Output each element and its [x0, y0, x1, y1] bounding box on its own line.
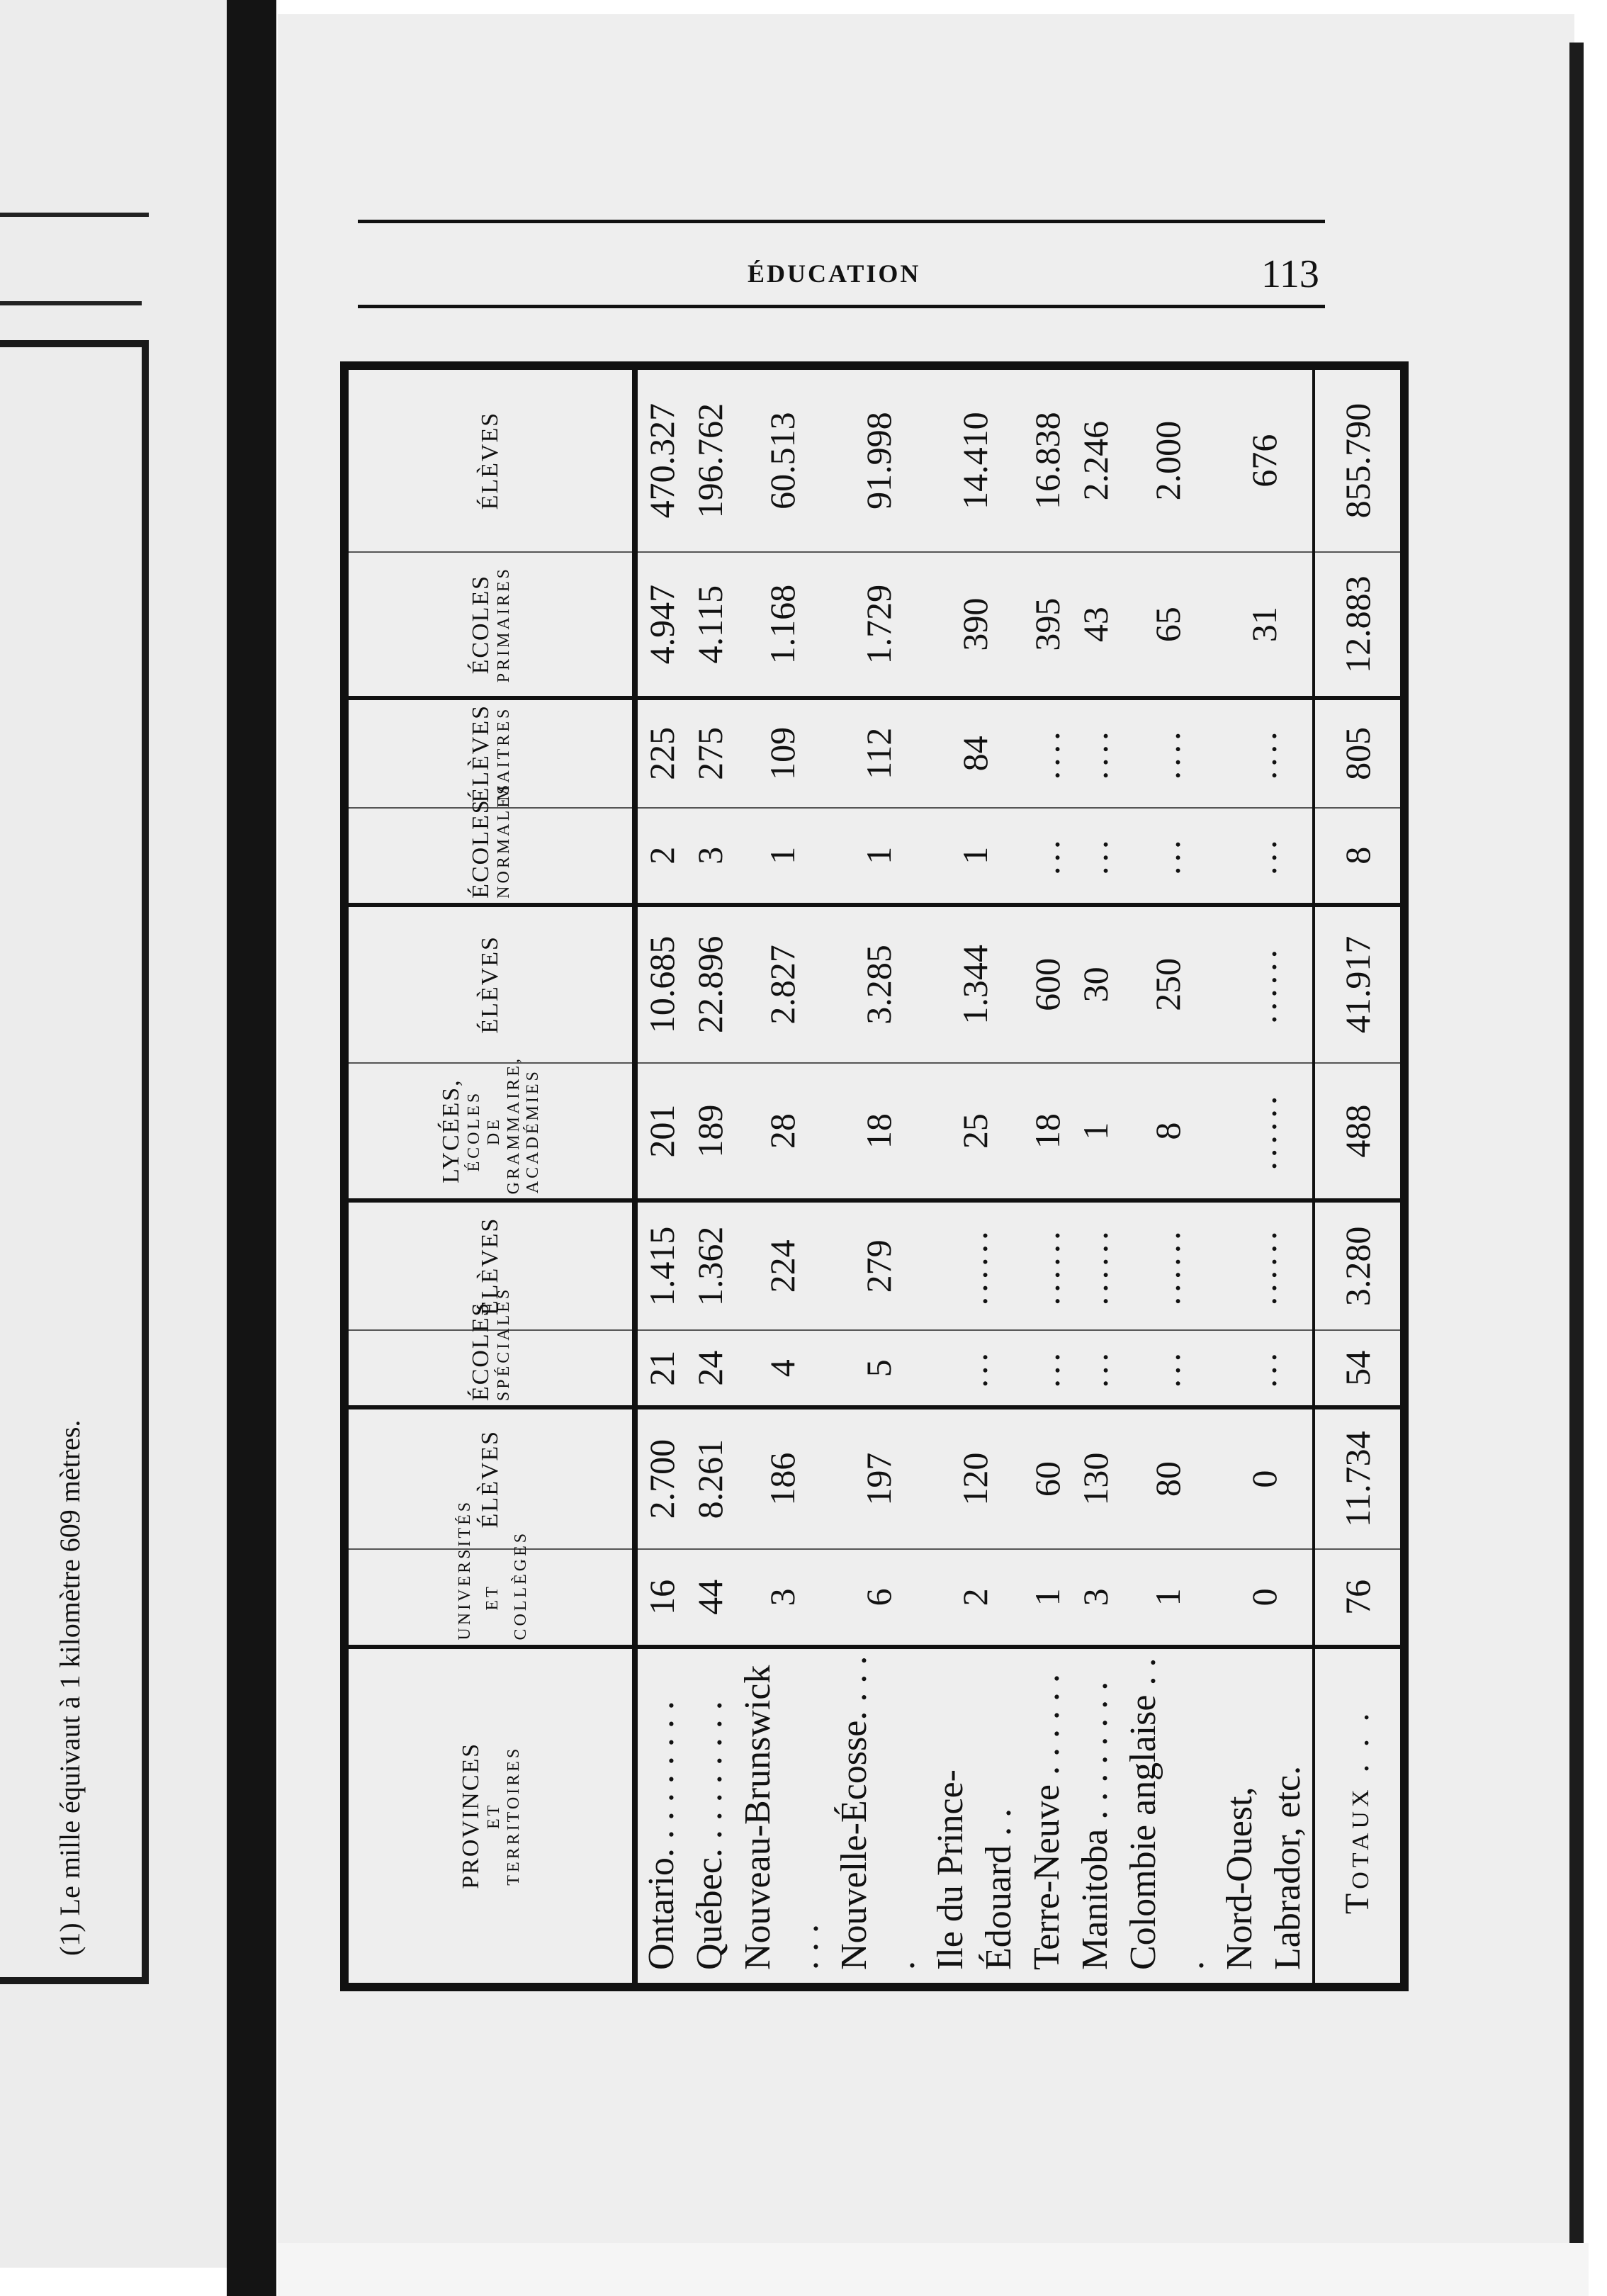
cell-c9: 31 [1216, 552, 1314, 698]
cell-c4: ...... [1120, 1200, 1216, 1330]
cell-c3: ... [927, 1330, 1023, 1407]
header-eleves-speciales [344, 1200, 635, 1330]
cell-c8: 805 [1314, 698, 1404, 807]
cell-c3: 4 [734, 1330, 830, 1407]
header-maitres-label: MAITRES [494, 706, 513, 801]
cell-c7: 1 [830, 808, 927, 905]
cell-c6: 1.344 [927, 905, 1023, 1063]
totals-row [1314, 366, 1404, 1987]
province-name: Québec. . . . . . . . . [686, 1647, 734, 1987]
table-row [734, 366, 830, 1987]
totals-label: Totaux . . . [1314, 1647, 1404, 1987]
cell-c5: 18 [830, 1063, 927, 1200]
cell-c7: ... [1120, 808, 1216, 905]
cell-c1: 6 [830, 1549, 927, 1646]
header-eleves-label: ÉLÈVES [467, 704, 494, 803]
cell-c5: 189 [686, 1063, 734, 1200]
header-ecoles-speciales [344, 1286, 635, 1407]
cell-c5: ...... [1216, 1063, 1314, 1200]
header-lycees-line1: LYCÉES, [438, 1079, 465, 1183]
header-ecoles-primaires [344, 552, 635, 698]
cell-c8: .... [1120, 698, 1216, 807]
cell-c10: 91.998 [859, 412, 898, 510]
header-provinces-line2: ET [484, 1802, 503, 1829]
cell-c2: 11.734 [1314, 1407, 1404, 1549]
table-row [1216, 366, 1314, 1987]
province-name: Nord-Ouest, Labrador, etc. [1216, 1647, 1314, 1987]
header-eleves-label: ÉLÈVES [477, 1429, 504, 1529]
cell-c9: 4.947 [635, 552, 686, 698]
header-provinces-line1: PROVINCES [457, 1742, 484, 1889]
cell-c1: 16 [635, 1549, 686, 1646]
cell-c5: 1 [1071, 1063, 1120, 1200]
cell-c6: 600 [1023, 905, 1071, 1063]
header-eleves-label: ÉLÈVES [477, 935, 504, 1034]
cell-c4: 224 [734, 1200, 830, 1330]
cell-c8: .... [1216, 698, 1314, 807]
cell-c6: 22.896 [686, 905, 734, 1063]
cell-c8: 225 [635, 698, 686, 807]
province-name: Colombie anglaise . . . [1120, 1647, 1216, 1987]
cell-c10: 855.790 [1314, 366, 1404, 552]
cell-c7: ... [1023, 808, 1071, 905]
cell-c4: ...... [1071, 1200, 1120, 1330]
cell-c9: 12.883 [1314, 552, 1404, 698]
cell-c8: 275 [686, 698, 734, 807]
cell-c4: 1.362 [686, 1200, 734, 1330]
table-row [686, 366, 734, 1987]
province-name: Terre-Neuve . . . . . . [1023, 1647, 1071, 1987]
province-name: Nouvelle-Écosse. . . . . [830, 1647, 927, 1987]
cell-c10: 676 [1244, 434, 1284, 488]
province-name: Nouveau-Brunswick . . . [734, 1647, 830, 1987]
page-edge [1569, 43, 1584, 2253]
header-ecoles-label: ÉCOLES [467, 574, 494, 675]
cell-c9: 4.115 [686, 552, 734, 698]
cell-c1: 0 [1216, 1549, 1314, 1646]
cell-c1: 3 [1071, 1549, 1120, 1646]
header-eleves-maitres [344, 698, 635, 807]
cell-c6: 30 [1071, 905, 1120, 1063]
cell-c9: 65 [1120, 552, 1216, 698]
cell-c6: 2.827 [734, 905, 830, 1063]
header-universites [344, 1499, 635, 1646]
cell-c7: ... [1071, 808, 1120, 905]
header-rule-bottom [358, 305, 1325, 308]
cell-c8: 84 [927, 698, 1023, 807]
header-speciales-label: SPÉCIALES [494, 1286, 513, 1402]
header-lycees-line2: ÉCOLES [465, 1090, 484, 1172]
cell-c7: 1 [734, 808, 830, 905]
table-body [635, 366, 1404, 1987]
cell-c3: 24 [686, 1330, 734, 1407]
cell-c7: 1 [927, 808, 1023, 905]
cell-c9: 1.168 [734, 552, 830, 698]
cell-c4: 279 [830, 1200, 927, 1330]
cell-c2: 186 [734, 1407, 830, 1549]
cell-c6: ...... [1216, 905, 1314, 1063]
footnote: (1) Le mille équivaut à 1 kilomètre 609 mètres. [54, 1419, 86, 1956]
cell-c1: 2 [927, 1549, 1023, 1646]
cell-c2: 0 [1216, 1407, 1314, 1549]
cell-c8: .... [1071, 698, 1120, 807]
cell-c10: 14.410 [955, 412, 995, 510]
cell-c4: ...... [1216, 1200, 1314, 1330]
header-lycees [344, 1056, 635, 1200]
cell-c5: 28 [734, 1063, 830, 1200]
header-normales-label: NORMALES [494, 782, 513, 899]
cell-c9: 390 [927, 552, 1023, 698]
header-ecoles-label: ÉCOLES [467, 799, 494, 899]
header-primaires-label: PRIMAIRES [494, 566, 513, 683]
cell-c6: 41.917 [1314, 905, 1404, 1063]
cell-c2: 130 [1071, 1407, 1120, 1549]
cell-c1: 44 [686, 1549, 734, 1646]
cell-c9: 43 [1071, 552, 1120, 698]
cell-c9: 1.729 [830, 552, 927, 698]
cell-c2: 8.261 [686, 1407, 734, 1549]
cell-c4: 1.415 [635, 1200, 686, 1330]
header-lycees-line4: ACADÉMIES [524, 1069, 543, 1194]
running-head: ÉDUCATION [748, 259, 921, 288]
cell-c1: 3 [734, 1549, 830, 1646]
header-universites-label: UNIVERSITÉS ET COLLÈGES [456, 1499, 530, 1641]
cell-c7: 2 [635, 808, 686, 905]
table-row [830, 366, 927, 1987]
header-eleves-universites [344, 1407, 635, 1549]
header-eleves-primaires [344, 366, 635, 552]
header-eleves-lycees [344, 905, 635, 1063]
province-name: Ile du Prince-Édouard . . [927, 1647, 1023, 1987]
left-page-footnote-wrapper [53, 1105, 103, 1956]
cell-c2: 2.700 [635, 1407, 686, 1549]
header-provinces [344, 1647, 635, 1987]
cell-c10: 60.513 [762, 412, 802, 510]
cell-c3: ... [1216, 1330, 1314, 1407]
page-number: 113 [1261, 252, 1319, 296]
cell-c6: 3.285 [830, 905, 927, 1063]
cell-c3: ... [1120, 1330, 1216, 1407]
cell-c1: 1 [1120, 1549, 1216, 1646]
header-row [344, 366, 635, 1987]
statistics-table-wrapper [340, 361, 1377, 1991]
cell-c7: ... [1216, 808, 1314, 905]
cell-c6: 250 [1120, 905, 1216, 1063]
header-lycees-line3: DE GRAMMAIRE, [484, 1056, 523, 1195]
cell-c6: 10.685 [635, 905, 686, 1063]
cell-c2: 120 [927, 1407, 1023, 1549]
header-rule-top [358, 220, 1325, 223]
cell-c9: 395 [1023, 552, 1071, 698]
cell-c3: ... [1023, 1330, 1071, 1407]
left-page-rule [0, 301, 142, 305]
cell-c5: 8 [1120, 1063, 1216, 1200]
header-eleves-label: ÉLÈVES [477, 1217, 504, 1316]
cell-c3: ... [1071, 1330, 1120, 1407]
table-row [635, 366, 686, 1987]
left-page-rule [0, 213, 149, 217]
cell-c4: 3.280 [1314, 1200, 1404, 1330]
cell-c2: 80 [1120, 1407, 1216, 1549]
education-statistics-table [340, 361, 1409, 1991]
cell-c3: 5 [830, 1330, 927, 1407]
table-row [1023, 366, 1071, 1987]
province-name: Manitoba . . . . . . . . [1071, 1647, 1120, 1987]
cell-c3: 54 [1314, 1330, 1404, 1407]
cell-c5: 18 [1023, 1063, 1071, 1200]
cell-c5: 201 [635, 1063, 686, 1200]
cell-c10: 16.838 [1027, 412, 1067, 510]
table-row [1071, 366, 1120, 1987]
book-spine [227, 0, 276, 2296]
cell-c3: 21 [635, 1330, 686, 1407]
province-name: Ontario. . . . . . . . . [635, 1647, 686, 1987]
cell-c5: 488 [1314, 1063, 1404, 1200]
cell-c7: 8 [1314, 808, 1404, 905]
header-eleves-label: ÉLÈVES [477, 411, 504, 510]
cell-c4: ...... [1023, 1200, 1071, 1330]
cell-c1: 1 [1023, 1549, 1071, 1646]
table-row [927, 366, 1023, 1987]
cell-c8: .... [1023, 698, 1071, 807]
cell-c10: 2.246 [1076, 420, 1115, 501]
cell-c8: 109 [734, 698, 830, 807]
cell-c10: 470.327 [642, 403, 682, 519]
cell-c7: 3 [686, 808, 734, 905]
header-ecoles-label: ÉCOLES [467, 1301, 494, 1402]
cell-c4: ...... [927, 1200, 1023, 1330]
cell-c8: 112 [830, 698, 927, 807]
header-provinces-line3: TERRITOIRES [504, 1745, 523, 1886]
header-ecoles-normales [344, 782, 635, 905]
cell-c10: 196.762 [690, 403, 730, 519]
page-bottom [278, 2243, 1589, 2296]
cell-c5: 25 [927, 1063, 1023, 1200]
cell-c2: 197 [830, 1407, 927, 1549]
cell-c10: 2.000 [1148, 420, 1188, 501]
cell-c2: 60 [1023, 1407, 1071, 1549]
cell-c1: 76 [1314, 1549, 1404, 1646]
table-row [1120, 366, 1216, 1987]
